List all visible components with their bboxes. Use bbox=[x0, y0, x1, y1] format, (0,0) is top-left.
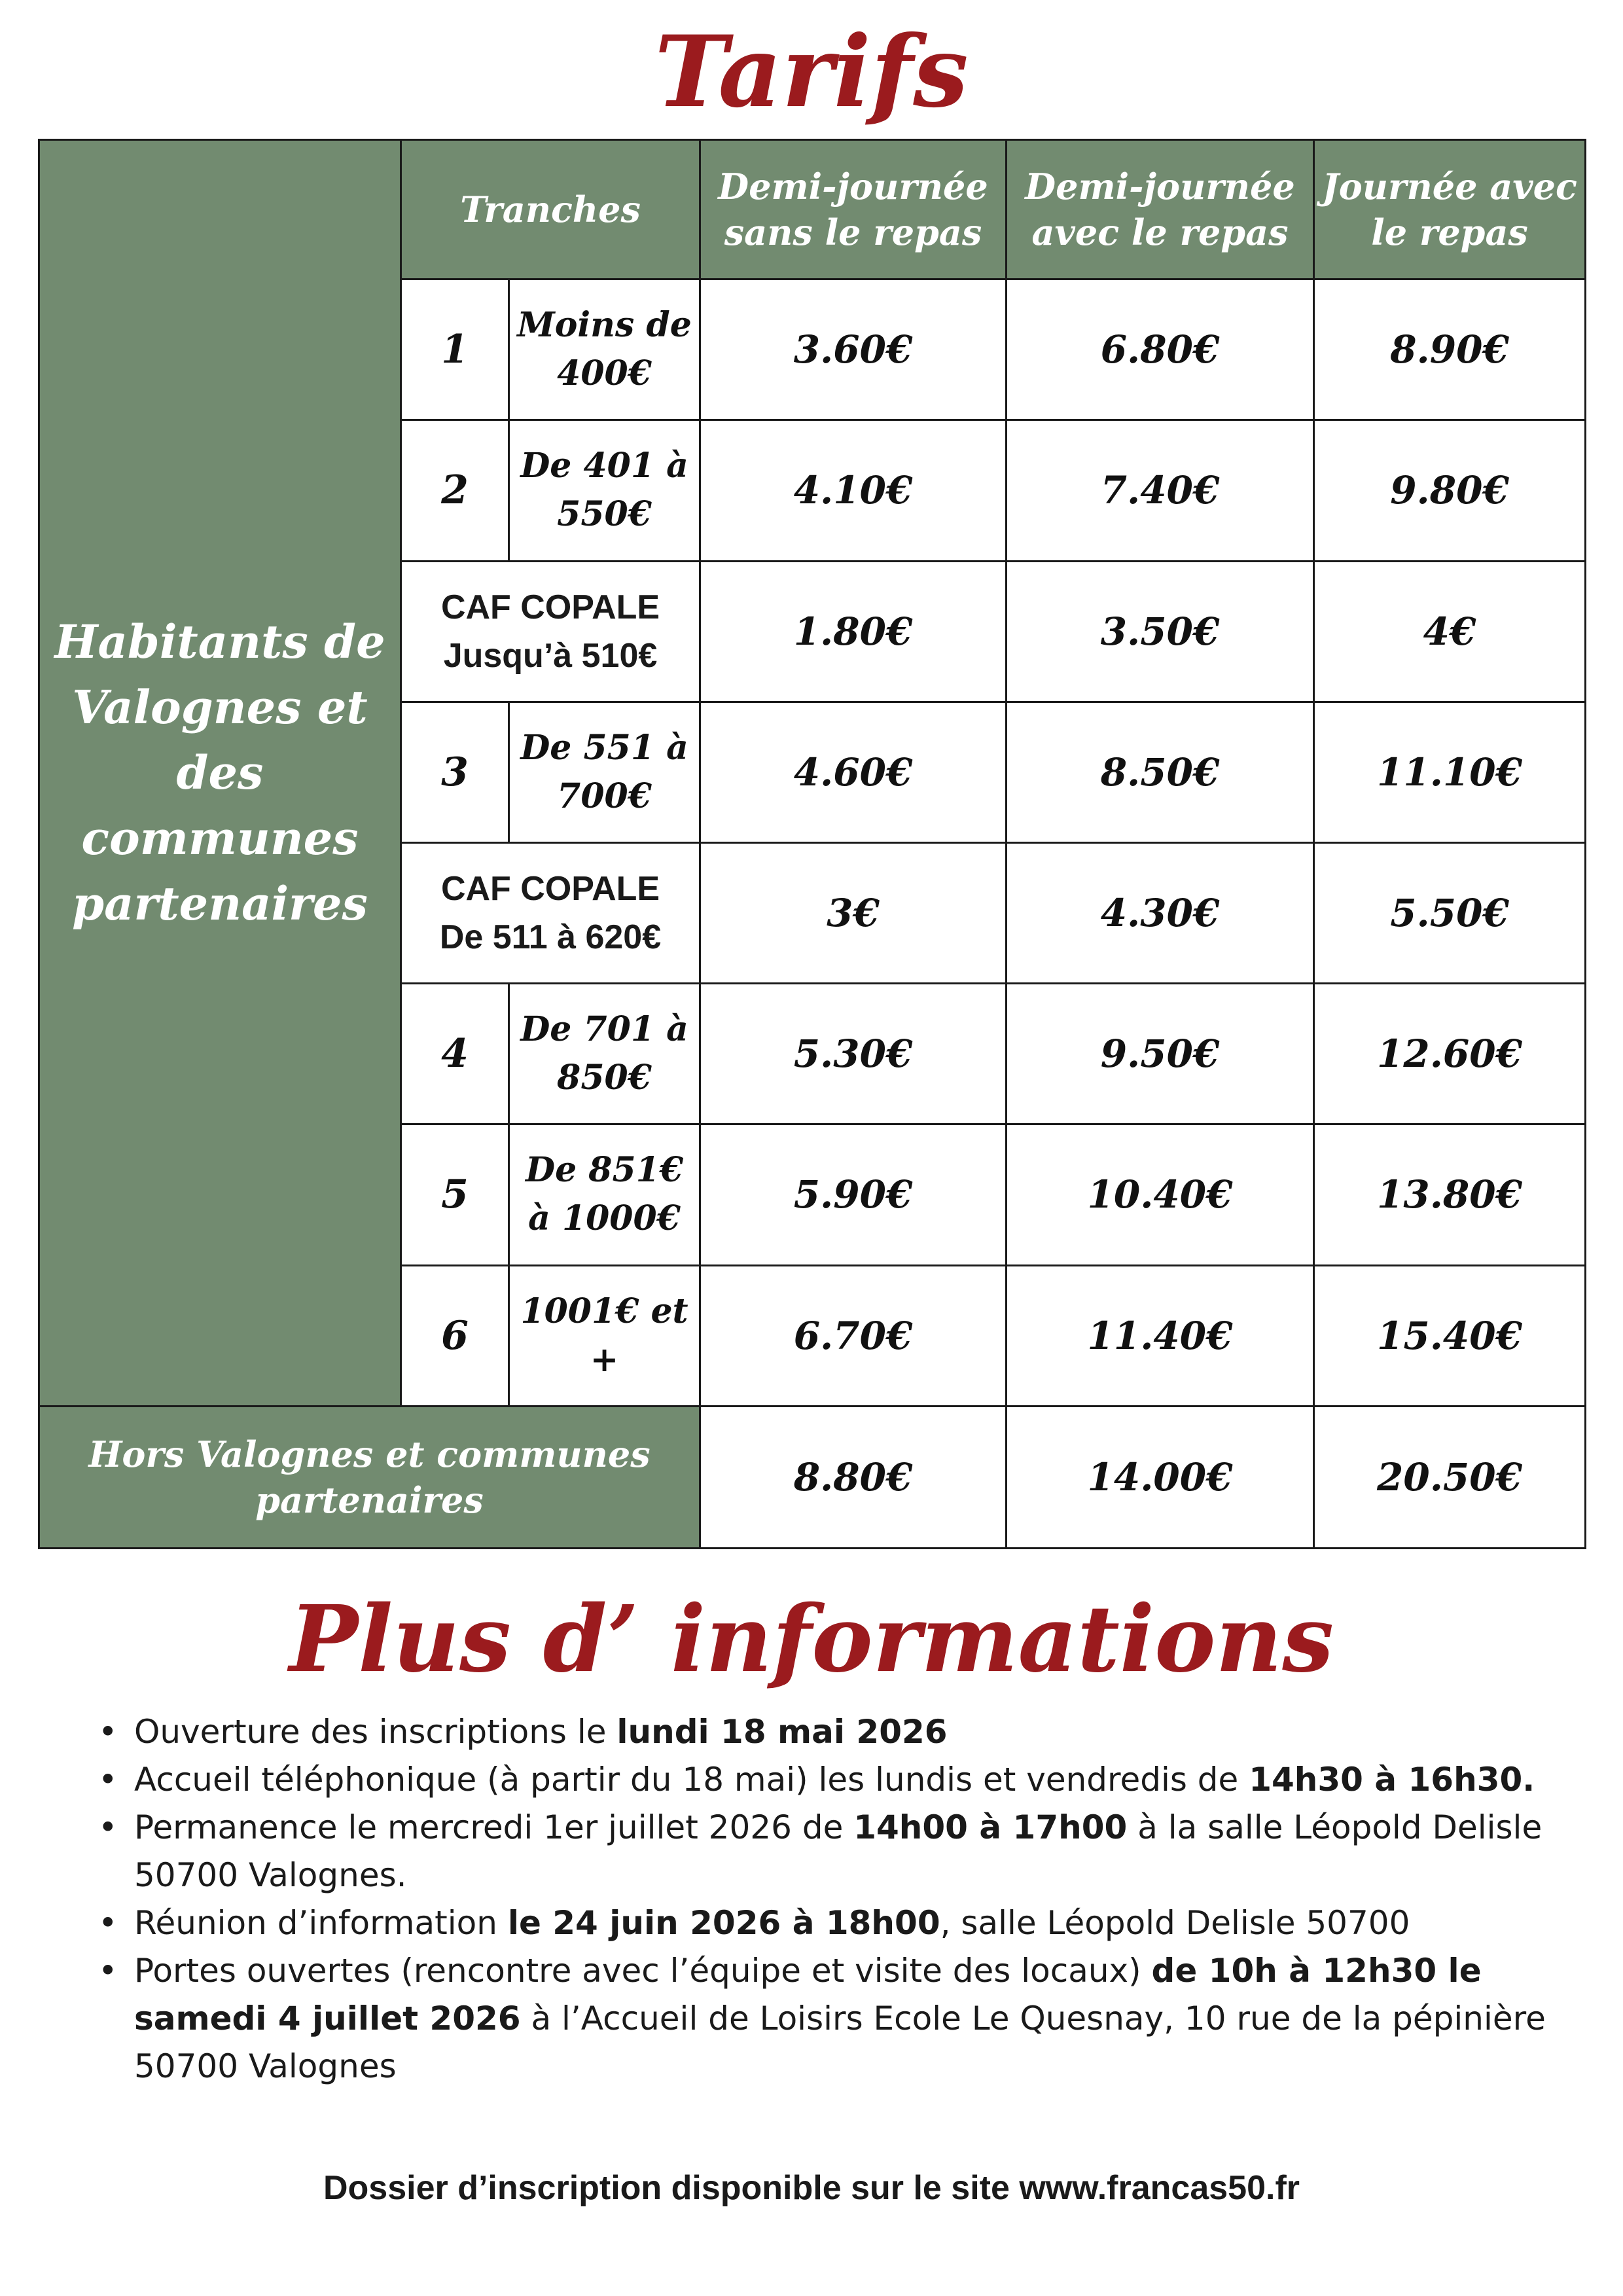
price-cell: 4.60€ bbox=[700, 702, 1007, 842]
tranche-range: De 551 à 700€ bbox=[509, 702, 700, 842]
list-item bbox=[98, 1708, 1571, 1756]
header-tranches: Tranches bbox=[401, 140, 700, 279]
tranche-range: De 701 à 850€ bbox=[509, 984, 700, 1124]
caf-tranche bbox=[401, 842, 700, 983]
caf-tranche bbox=[401, 561, 700, 702]
hors-label: Hors Valognes et communes partenaires bbox=[39, 1406, 700, 1548]
side-label-cell bbox=[39, 140, 401, 1407]
header-full-day-meal: Journée avec le repas bbox=[1314, 140, 1586, 279]
footer-note: Dossier d’inscription disponible sur le site www.francas50.fr bbox=[323, 2169, 1300, 2207]
price-cell: 5.50€ bbox=[1314, 842, 1586, 983]
price-cell: 9.80€ bbox=[1314, 420, 1586, 561]
price-cell: 12.60€ bbox=[1314, 984, 1586, 1124]
info-text: , salle Léopold Delisle 50700 bbox=[940, 1904, 1410, 1942]
bullet: • bbox=[98, 1904, 118, 1942]
price-cell: 11.10€ bbox=[1314, 702, 1586, 842]
info-list bbox=[98, 1708, 1571, 2090]
header-half-day-meal: Demi-journée avec le repas bbox=[1007, 140, 1314, 279]
info-text: Réunion d’information bbox=[134, 1904, 508, 1942]
price-cell: 14.00€ bbox=[1007, 1406, 1314, 1548]
price-cell: 11.40€ bbox=[1007, 1265, 1314, 1406]
price-cell: 1.80€ bbox=[700, 561, 1007, 702]
page-title: Tarifs bbox=[654, 14, 969, 130]
info-highlight: de 10h à 12h30 le samedi 4 juillet 2026 bbox=[134, 1952, 1482, 2037]
tranche-number: 1 bbox=[401, 279, 509, 420]
price-cell: 6.80€ bbox=[1007, 279, 1314, 420]
tarif-table bbox=[38, 139, 1586, 1549]
tranche-number: 3 bbox=[401, 702, 509, 842]
caf-label: CAF COPALE bbox=[440, 870, 660, 908]
price-cell: 3€ bbox=[700, 842, 1007, 983]
section-title: Plus d’ informations bbox=[289, 1586, 1334, 1693]
price-cell: 4€ bbox=[1314, 561, 1586, 702]
price-cell: 6.70€ bbox=[700, 1265, 1007, 1406]
table-row-hors bbox=[39, 1406, 1586, 1548]
price-cell: 3.60€ bbox=[700, 279, 1007, 420]
price-cell: 4.10€ bbox=[700, 420, 1007, 561]
tranche-number: 6 bbox=[401, 1265, 509, 1406]
list-item bbox=[98, 1899, 1571, 1947]
side-label: Habitants de Valognes et des communes partenaires bbox=[54, 614, 385, 931]
tranche-range: De 401 à 550€ bbox=[509, 420, 700, 561]
price-cell: 20.50€ bbox=[1314, 1406, 1586, 1548]
price-cell: 15.40€ bbox=[1314, 1265, 1586, 1406]
tranche-range: 1001€ et + bbox=[509, 1265, 700, 1406]
info-text: à l’Accueil de Loisirs Ecole Le Quesnay, 10 rue de la pépinière 50700 Valognes bbox=[134, 2000, 1546, 2085]
info-text: Portes ouvertes (rencontre avec l’équipe et visite des locaux) bbox=[134, 1952, 1152, 1990]
info-highlight: 14h00 à 17h00 bbox=[853, 1808, 1128, 1846]
price-cell: 8.80€ bbox=[700, 1406, 1007, 1548]
price-cell: 13.80€ bbox=[1314, 1124, 1586, 1265]
list-item bbox=[98, 1804, 1571, 1899]
list-item bbox=[98, 1947, 1571, 2090]
table-header-row bbox=[39, 140, 1586, 279]
price-cell: 8.90€ bbox=[1314, 279, 1586, 420]
caf-range: Jusqu’à 510€ bbox=[443, 636, 658, 675]
tranche-number: 5 bbox=[401, 1124, 509, 1265]
info-highlight: 14h30 à 16h30. bbox=[1249, 1761, 1535, 1799]
bullet: • bbox=[98, 1761, 118, 1799]
price-cell: 10.40€ bbox=[1007, 1124, 1314, 1265]
price-cell: 5.90€ bbox=[700, 1124, 1007, 1265]
price-cell: 5.30€ bbox=[700, 984, 1007, 1124]
tranche-number: 2 bbox=[401, 420, 509, 561]
price-cell: 3.50€ bbox=[1007, 561, 1314, 702]
bullet: • bbox=[98, 1952, 118, 1990]
price-cell: 4.30€ bbox=[1007, 842, 1314, 983]
list-item bbox=[98, 1756, 1571, 1804]
caf-range: De 511 à 620€ bbox=[439, 918, 662, 957]
bullet: • bbox=[98, 1713, 118, 1751]
bullet: • bbox=[98, 1808, 118, 1846]
info-text: Ouverture des inscriptions le bbox=[134, 1713, 617, 1751]
tranche-number: 4 bbox=[401, 984, 509, 1124]
price-cell: 9.50€ bbox=[1007, 984, 1314, 1124]
info-text: Permanence le mercredi 1er juillet 2026 de bbox=[134, 1808, 854, 1846]
price-cell: 7.40€ bbox=[1007, 420, 1314, 561]
caf-label: CAF COPALE bbox=[440, 588, 660, 626]
info-highlight: le 24 juin 2026 à 18h00 bbox=[507, 1904, 940, 1942]
tranche-range: Moins de 400€ bbox=[509, 279, 700, 420]
tranche-range: De 851€ à 1000€ bbox=[509, 1124, 700, 1265]
header-half-day-no-meal: Demi-journée sans le repas bbox=[700, 140, 1007, 279]
info-highlight: lundi 18 mai 2026 bbox=[616, 1713, 948, 1751]
info-text: Accueil téléphonique (à partir du 18 mai) les lundis et vendredis de bbox=[134, 1761, 1249, 1799]
price-cell: 8.50€ bbox=[1007, 702, 1314, 842]
info-text: à la salle Léopold Delisle 50700 Valognes. bbox=[134, 1808, 1543, 1894]
